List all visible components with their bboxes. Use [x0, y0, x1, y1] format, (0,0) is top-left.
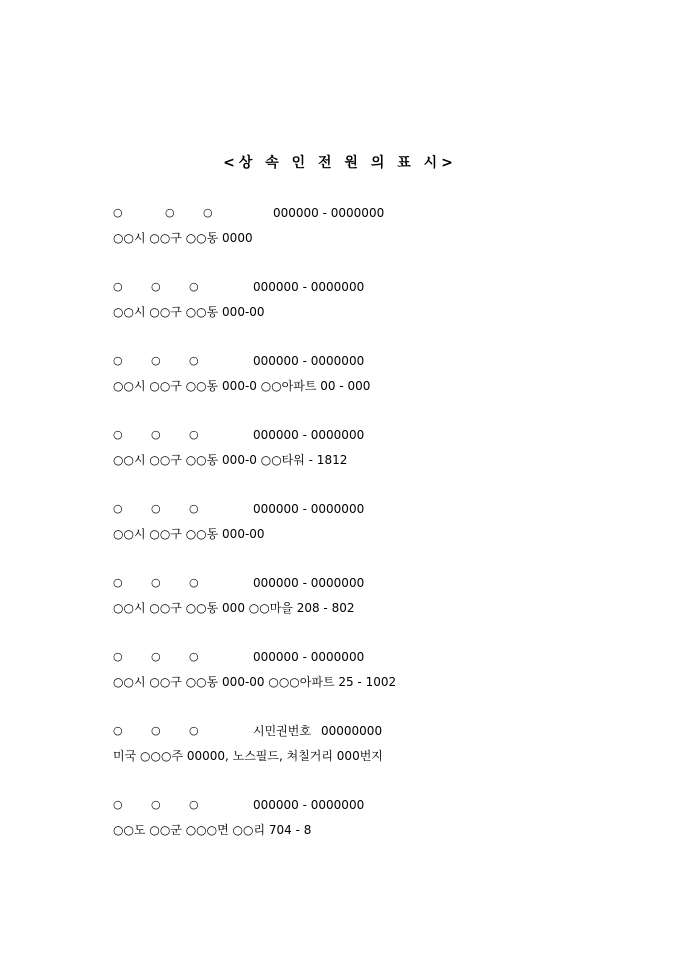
address-line: ○○시 ○○구 ○○동 0000	[113, 231, 253, 245]
name-id-line	[113, 500, 653, 518]
name-char: ○	[151, 798, 161, 811]
id-number: 000000 - 0000000	[253, 650, 365, 664]
address-line: ○○도 ○○군 ○○○면 ○○리 704 - 8	[113, 823, 312, 837]
name-id-line	[113, 352, 653, 370]
name-char: ○	[113, 502, 123, 515]
name-char: ○	[113, 798, 123, 811]
name-id-line	[113, 278, 653, 296]
name-id-line	[113, 648, 653, 666]
citizenship-number: 00000000	[321, 724, 383, 738]
name-char: ○	[151, 280, 161, 293]
name-char: ○	[151, 502, 161, 515]
name-char: ○	[113, 650, 123, 663]
name-char: ○	[151, 724, 161, 737]
name-char: ○	[165, 206, 175, 219]
name-char: ○	[189, 576, 199, 589]
name-char: ○	[189, 502, 199, 515]
address-line: ○○시 ○○구 ○○동 000 ○○마을 208 - 802	[113, 601, 355, 615]
name-char: ○	[151, 650, 161, 663]
name-char: ○	[203, 206, 213, 219]
name-char: ○	[113, 354, 123, 367]
name-char: ○	[151, 576, 161, 589]
address-line: ○○시 ○○구 ○○동 000-0 ○○아파트 00 - 000	[113, 379, 371, 393]
name-id-line	[113, 426, 653, 444]
heir-entry	[113, 722, 653, 796]
heir-entry	[113, 278, 653, 352]
heir-entry	[113, 574, 653, 648]
id-number: 000000 - 0000000	[273, 206, 385, 220]
heir-entry	[113, 426, 653, 500]
id-number: 000000 - 0000000	[253, 428, 365, 442]
id-number: 000000 - 0000000	[253, 576, 365, 590]
id-number: 000000 - 0000000	[253, 354, 365, 368]
heir-entry	[113, 796, 653, 870]
heir-entry	[113, 648, 653, 722]
name-char: ○	[113, 576, 123, 589]
name-char: ○	[151, 354, 161, 367]
name-char: ○	[189, 428, 199, 441]
name-char: ○	[113, 428, 123, 441]
name-char: ○	[189, 724, 199, 737]
heir-list	[113, 204, 653, 870]
name-id-line	[113, 796, 653, 814]
name-char: ○	[151, 428, 161, 441]
heir-entry	[113, 500, 653, 574]
id-number: 000000 - 0000000	[253, 502, 365, 516]
address-line: 미국 ○○○주 00000, 노스필드, 쳐칠거리 000번지	[113, 749, 383, 763]
id-number: 000000 - 0000000	[253, 280, 365, 294]
name-char: ○	[189, 798, 199, 811]
name-id-line	[113, 574, 653, 592]
citizenship-number-label: 시민권번호	[253, 724, 311, 738]
name-char: ○	[113, 280, 123, 293]
name-char: ○	[189, 650, 199, 663]
name-char: ○	[113, 724, 123, 737]
heir-entry	[113, 352, 653, 426]
document-title: <상 속 인 전 원 의 표 시>	[223, 155, 457, 171]
address-line: ○○시 ○○구 ○○동 000-0 ○○타워 - 1812	[113, 453, 348, 467]
address-line: ○○시 ○○구 ○○동 000-00	[113, 527, 265, 541]
name-id-line	[113, 204, 653, 222]
address-line: ○○시 ○○구 ○○동 000-00	[113, 305, 265, 319]
heir-entry	[113, 204, 653, 278]
address-line: ○○시 ○○구 ○○동 000-00 ○○○아파트 25 - 1002	[113, 675, 397, 689]
name-char: ○	[189, 354, 199, 367]
name-char: ○	[113, 206, 123, 219]
id-number: 000000 - 0000000	[253, 798, 365, 812]
name-char: ○	[189, 280, 199, 293]
name-id-line	[113, 722, 653, 740]
